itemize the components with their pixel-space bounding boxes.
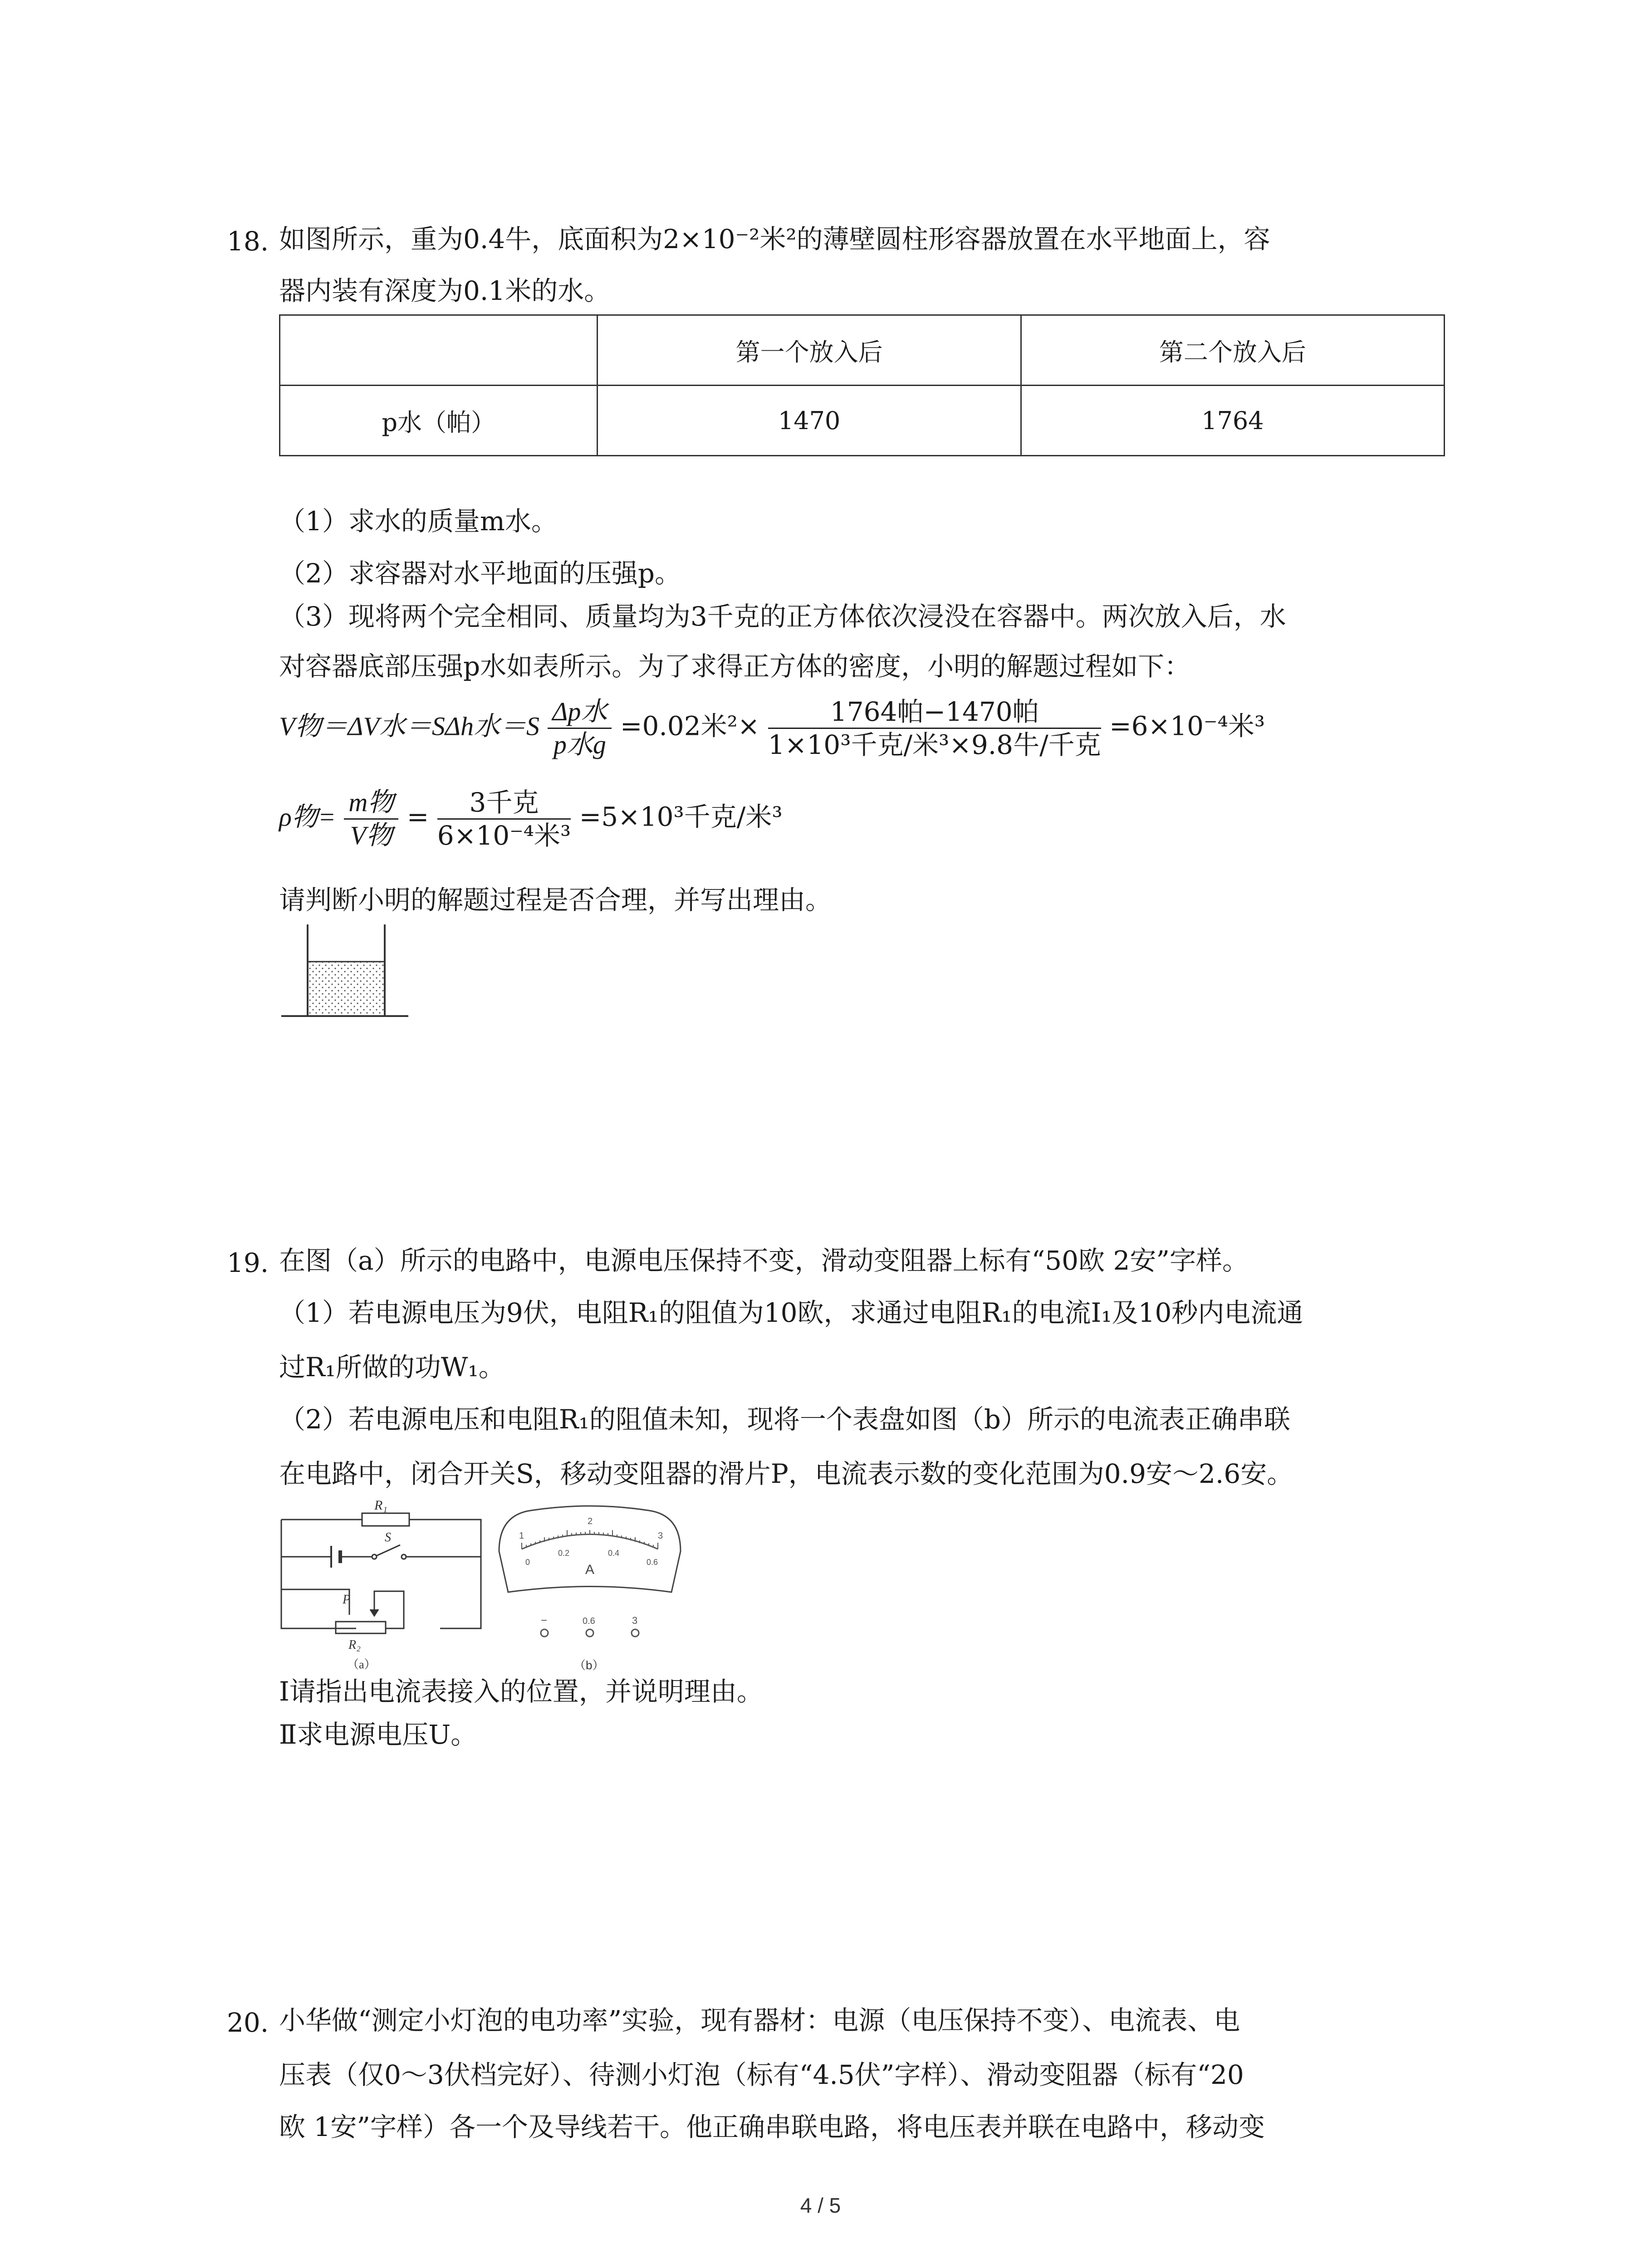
scale-label-2: 2 xyxy=(588,1516,593,1526)
eq1-frac2-numerator: 1764帕−1470帕 xyxy=(768,699,1101,729)
eq1-right: =6×10⁻⁴米³ xyxy=(1109,710,1265,742)
container-figure xyxy=(277,916,413,1025)
q18-pressure-table xyxy=(279,314,1445,456)
q18-ask: 请判断小明的解题过程是否合理，并写出理由。 xyxy=(279,885,832,915)
table-corner-cell xyxy=(280,315,598,386)
q19-line1: 在图（a）所示的电路中，电源电压保持不变，滑动变阻器上标有“50欧 2安”字样。 xyxy=(279,1245,1249,1276)
table-header-second: 第二个放入后 xyxy=(1021,315,1444,386)
inner-label-0.4: 0.4 xyxy=(608,1549,620,1558)
caption-a: （a） xyxy=(347,1658,376,1671)
q18-equation-volume xyxy=(279,696,1265,760)
ammeter-unit: A xyxy=(585,1562,595,1577)
q19-sub2-line2: 在电路中，闭合开关S，移动变阻器的滑片P，电流表示数的变化范围为0.9安～2.6安。 xyxy=(279,1458,1293,1489)
eq2-equals: = xyxy=(407,801,429,832)
label-r2: R₂ xyxy=(348,1638,361,1652)
eq2-fraction-2 xyxy=(437,789,571,849)
water-fill xyxy=(308,962,385,1015)
q18-line2: 器内装有深度为0.1米的水。 xyxy=(279,275,611,306)
eq2-fraction-1 xyxy=(344,789,398,849)
eq2-frac1-denominator: V物 xyxy=(350,821,393,850)
resistor-r1 xyxy=(362,1513,409,1526)
q18-line1: 如图所示，重为0.4牛，底面积为2×10⁻²米²的薄壁圆柱形容器放置在水平地面上，容 xyxy=(279,224,1270,254)
ammeter-figure-b xyxy=(490,1497,690,1674)
eq2-frac1-numerator: m物 xyxy=(344,789,398,820)
q18-number: 18. xyxy=(227,226,269,257)
circuit-diagram-a xyxy=(272,1492,490,1674)
eq1-fraction-2 xyxy=(768,696,1101,760)
q19-part-ii: Ⅱ求电源电压U。 xyxy=(279,1719,477,1750)
q20-line3: 欧 1安”字样）各一个及导线若干。他正确串联电路，将电压表并联在电路中，移动变 xyxy=(279,2112,1265,2142)
label-p: P xyxy=(343,1593,351,1607)
eq1-fraction-1 xyxy=(548,699,612,758)
terminal-label-3: 3 xyxy=(632,1615,638,1626)
eq1-mid: =0.02米²× xyxy=(620,710,760,742)
terminal-3 xyxy=(632,1629,639,1637)
switch-lever xyxy=(374,1545,400,1557)
label-r1: R₁ xyxy=(374,1498,387,1513)
table-value-second: 1764 xyxy=(1021,386,1444,456)
q19-sub2-line1: （2）若电源电压和电阻R₁的阻值未知，现将一个表盘如图（b）所示的电流表正确串联 xyxy=(279,1404,1290,1435)
q18-sub3-line2: 对容器底部压强p水如表所示。为了求得正方体的密度，小明的解题过程如下： xyxy=(279,651,1191,682)
eq1-left: V物＝ΔV水＝SΔh水＝S xyxy=(279,711,539,741)
inner-label-0.2: 0.2 xyxy=(558,1549,570,1558)
terminal-negative xyxy=(541,1629,548,1637)
table-header-row xyxy=(280,315,1445,386)
q20-line1: 小华做“测定小灯泡的电功率”实验，现有器材：电源（电压保持不变）、电流表、电 xyxy=(279,2005,1240,2036)
eq2-frac2-numerator: 3千克 xyxy=(437,789,571,820)
q20-line2: 压表（仅0～3伏档完好）、待测小灯泡（标有“4.5伏”字样）、滑动变阻器（标有“20 xyxy=(279,2059,1244,2090)
q18-sub2: （2）求容器对水平地面的压强p。 xyxy=(279,558,681,589)
eq1-frac1-denominator: p水g xyxy=(553,730,606,759)
label-s: S xyxy=(385,1530,391,1545)
q18-sub3-line1: （3）现将两个完全相同、质量均为3千克的正方体依次浸没在容器中。两次放入后，水 xyxy=(279,601,1286,632)
caption-b: （b） xyxy=(574,1658,604,1672)
inner-label-0.6: 0.6 xyxy=(647,1558,658,1567)
scale-label-3: 3 xyxy=(658,1531,663,1541)
q19-number: 19. xyxy=(227,1247,269,1278)
q18-sub1: （1）求水的质量m水。 xyxy=(279,506,558,537)
table-row xyxy=(280,386,1445,456)
inner-label-0: 0 xyxy=(525,1558,530,1567)
q20-number: 20. xyxy=(227,2007,269,2038)
q19-sub1-line2: 过R₁所做的功W₁。 xyxy=(279,1352,505,1383)
table-value-first: 1470 xyxy=(598,386,1021,456)
eq1-frac1-numerator: Δp水 xyxy=(548,699,612,729)
q19-sub1-line1: （1）若电源电压为9伏，电阻R₁的阻值为10欧，求通过电阻R₁的电流I₁及10秒内电流通 xyxy=(279,1297,1303,1328)
eq2-right: =5×10³千克/米³ xyxy=(579,801,783,832)
terminal-label-0.6: 0.6 xyxy=(583,1616,595,1626)
rheostat-r2 xyxy=(336,1622,386,1633)
table-row-label: p水（帕） xyxy=(280,386,598,456)
q19-part-i: Ⅰ请指出电流表接入的位置，并说明理由。 xyxy=(279,1676,763,1707)
table-header-first: 第一个放入后 xyxy=(598,315,1021,386)
eq2-frac2-denominator: 6×10⁻⁴米³ xyxy=(437,820,571,851)
q18-equation-density xyxy=(279,789,783,849)
scale-label-1: 1 xyxy=(519,1531,524,1541)
page-number: 4 / 5 xyxy=(800,2194,841,2217)
terminal-0.6 xyxy=(586,1629,593,1637)
eq1-frac2-denominator: 1×10³千克/米³×9.8牛/千克 xyxy=(768,729,1101,760)
terminal-label-negative: − xyxy=(541,1614,548,1627)
eq2-left: ρ物= xyxy=(279,802,336,832)
